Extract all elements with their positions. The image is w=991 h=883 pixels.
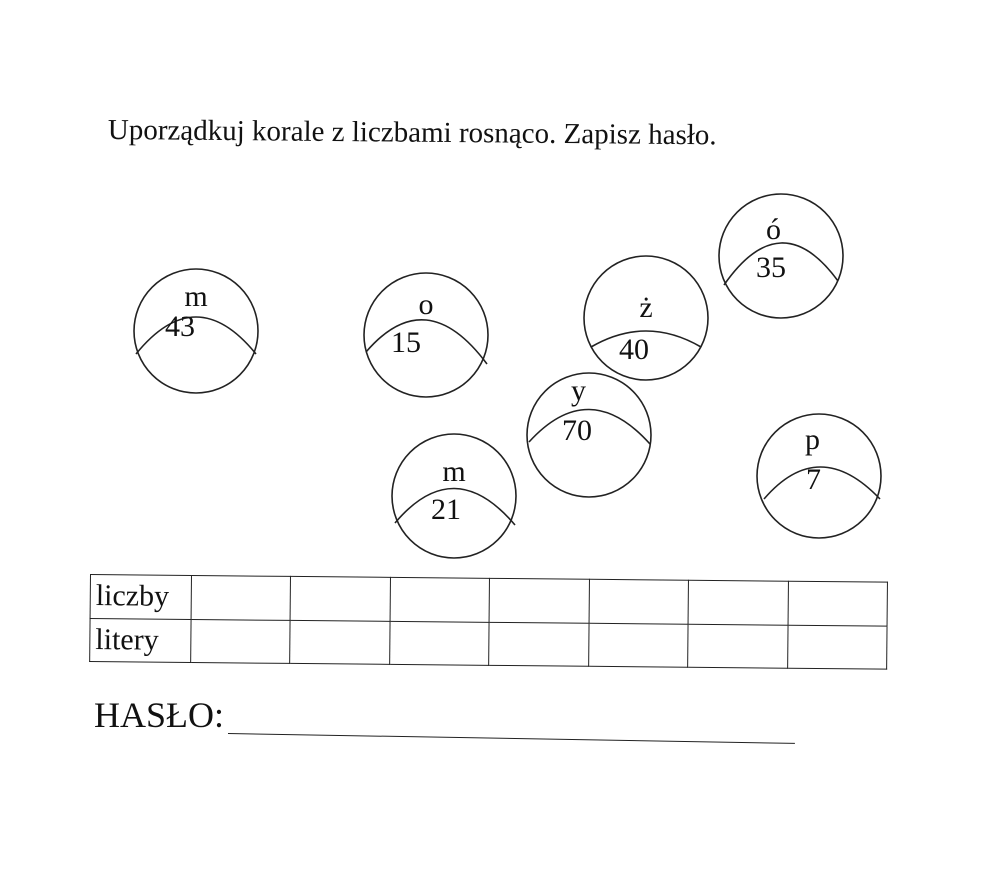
letter-cell[interactable] [787,625,887,669]
bead-number: 35 [756,251,786,284]
bead-m-43 [133,268,259,394]
bead-letter: ż [639,291,653,324]
number-cell[interactable] [489,578,589,622]
number-cell[interactable] [688,580,788,624]
password-answer-line[interactable] [228,733,795,744]
letter-cell[interactable] [191,619,291,663]
bead-p-7 [756,413,882,539]
password-label: HASŁO: [94,695,225,735]
answer-table [89,574,888,670]
bead-letter: m [442,455,466,488]
number-cell[interactable] [788,581,888,625]
bead-number: 70 [562,414,592,447]
bead-number: 15 [391,326,421,359]
bead-letter: m [184,280,208,313]
instruction-text: Uporządkuj korale z liczbami rosnąco. Zapisz hasło. [107,114,717,152]
number-cell[interactable] [589,579,689,623]
bead-number: 40 [619,333,649,366]
letter-cell[interactable] [489,622,589,666]
letter-cell[interactable] [688,624,788,668]
number-cell[interactable] [191,575,291,619]
bead-y-70 [526,372,652,498]
bead-number: 7 [806,463,821,496]
letter-cell[interactable] [389,621,489,665]
number-cell[interactable] [390,577,490,621]
bead-m-21 [391,433,517,559]
letter-cell[interactable] [588,623,688,667]
bead-letter: y [571,374,586,407]
bead-o-15 [363,272,489,398]
numbers-row [90,575,887,626]
letters-row-label: litery [90,618,191,662]
bead-number: 21 [431,493,461,526]
bead-letter: ó [766,213,781,246]
letter-cell[interactable] [290,620,390,664]
bead-o-acute-35 [718,193,844,319]
number-cell[interactable] [290,576,390,620]
bead-number: 43 [165,310,195,343]
bead-letter: o [418,288,434,321]
bead-letter: p [805,423,820,456]
numbers-row-label: liczby [90,575,191,619]
bead-z-40 [583,255,709,381]
letters-row [90,618,887,669]
